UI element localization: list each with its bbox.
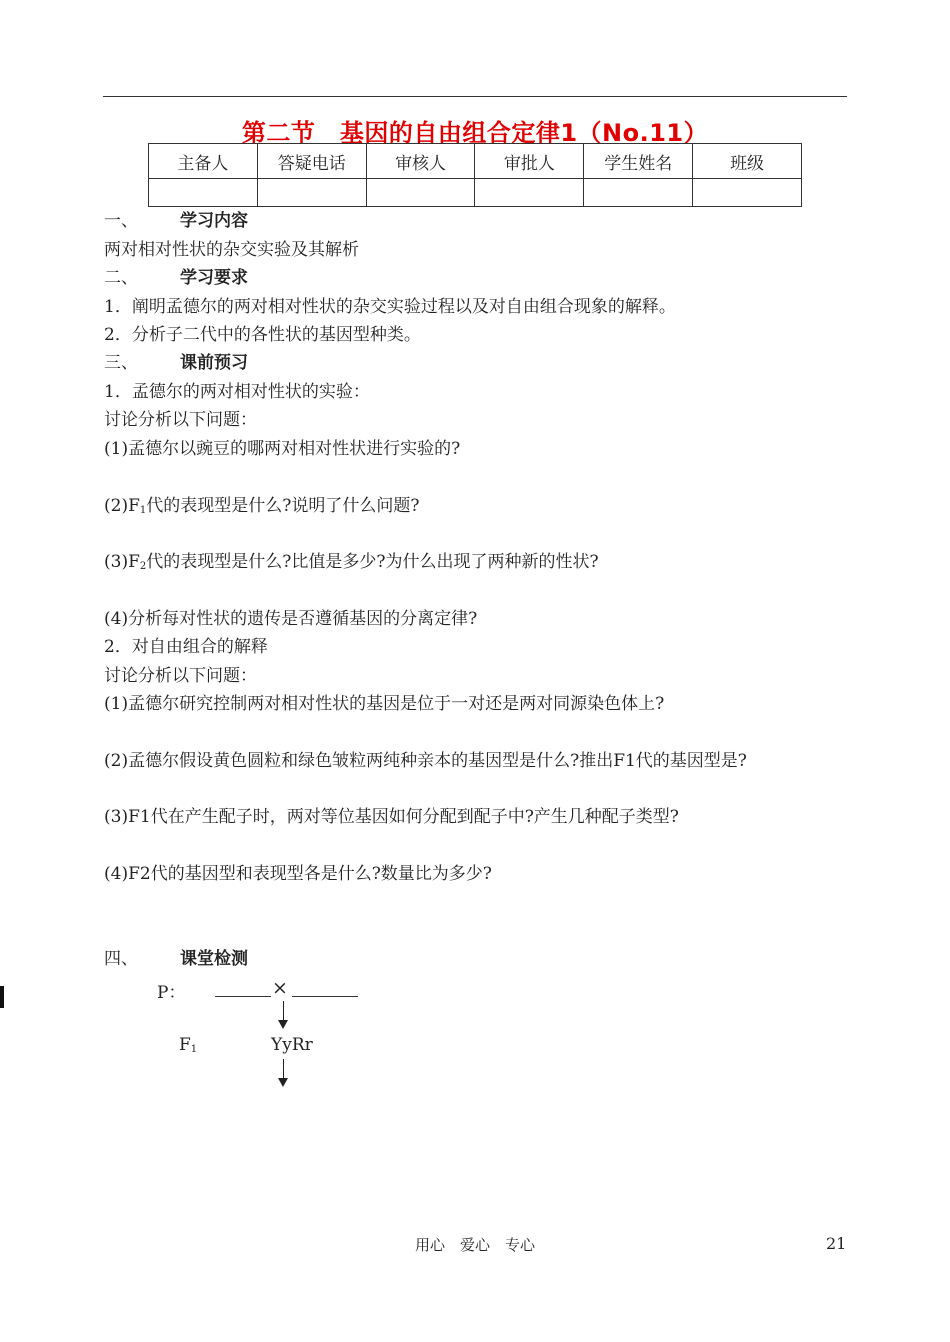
down-arrow-icon: [283, 1001, 284, 1027]
cross-symbol: ×: [272, 977, 288, 999]
down-arrow-icon: [283, 1059, 284, 1085]
f1-letter: F: [179, 1035, 191, 1055]
top-rule: [103, 96, 847, 97]
footer-motto: 用心 爱心 专心: [414, 1236, 535, 1254]
section-1-number: 一、: [104, 211, 138, 231]
subscript: 1: [139, 505, 147, 516]
section-4-title: 课堂检测: [180, 949, 248, 969]
section-1-heading: [104, 210, 248, 232]
section-4-heading: [104, 948, 248, 970]
question-prefix: (3)F: [104, 552, 140, 572]
f1-subscript: 1: [190, 1044, 198, 1055]
parent-1-blank[interactable]: [215, 996, 271, 997]
page-number: 21: [826, 1234, 847, 1253]
preview-question-1-4: (4)分析每对性状的遗传是否遵循基因的分离定律?: [104, 609, 478, 629]
preview-question-2-3: (3)F1代在产生配子时，两对等位基因如何分配到配子中?产生几种配子类型?: [104, 807, 679, 827]
section-4-number: 四、: [104, 949, 138, 969]
requirement-item-1: 1．阐明孟德尔的两对相对性状的杂交实验过程以及对自由组合现象的解释。: [104, 297, 676, 317]
preview-question-1-2: [104, 495, 420, 522]
value-cell-student-name[interactable]: [584, 179, 693, 207]
header-cell-approver: 审批人: [475, 144, 584, 179]
header-cell-class: 班级: [693, 144, 802, 179]
header-cell-reviewer: 审核人: [366, 144, 475, 179]
header-cell-preparer: 主备人: [149, 144, 258, 179]
page-title: 第二节 基因的自由组合定律1（No.11）: [241, 119, 709, 147]
section-1-body: 两对相对性状的杂交实验及其解析: [104, 240, 359, 260]
preview-part-1-prompt: 讨论分析以下问题：: [104, 410, 257, 430]
section-2-title: 学习要求: [180, 268, 248, 288]
preview-part-2-title: 2．对自由组合的解释: [104, 637, 268, 657]
section-1-title: 学习内容: [180, 211, 248, 231]
preview-question-2-1: (1)孟德尔研究控制两对相对性状的基因是位于一对还是两对同源染色体上?: [104, 694, 665, 714]
preview-question-1-3: [104, 551, 599, 578]
parent-generation-label: P：: [157, 983, 186, 1003]
section-3-number: 三、: [104, 353, 138, 373]
value-cell-class[interactable]: [693, 179, 802, 207]
section-3-title: 课前预习: [180, 353, 248, 373]
question-text: 代的表现型是什么?说明了什么问题?: [146, 496, 420, 516]
info-table-value-row: [149, 179, 802, 207]
value-cell-approver[interactable]: [475, 179, 584, 207]
preview-question-1-1: (1)孟德尔以豌豆的哪两对相对性状进行实验的?: [104, 439, 461, 459]
question-text: 代的表现型是什么?比值是多少?为什么出现了两种新的性状?: [146, 552, 599, 572]
preview-question-2-2: (2)孟德尔假设黄色圆粒和绿色皱粒两纯种亲本的基因型是什么?推出F1代的基因型是?: [104, 751, 747, 771]
section-2-heading: [104, 267, 248, 289]
subscript: 2: [139, 561, 147, 572]
question-prefix: (2)F: [104, 496, 140, 516]
margin-mark: [0, 986, 4, 1008]
preview-part-2-prompt: 讨论分析以下问题：: [104, 666, 257, 686]
value-cell-reviewer[interactable]: [366, 179, 475, 207]
parent-2-blank[interactable]: [292, 996, 358, 997]
requirement-item-2: 2．分析子二代中的各性状的基因型种类。: [104, 325, 421, 345]
header-cell-student-name: 学生姓名: [584, 144, 693, 179]
value-cell-phone[interactable]: [257, 179, 366, 207]
value-cell-preparer[interactable]: [149, 179, 258, 207]
f1-generation-label: [179, 1035, 197, 1055]
info-table: [148, 143, 802, 207]
f1-genotype: YyRr: [271, 1035, 313, 1055]
section-3-heading: [104, 352, 248, 374]
info-table-header-row: [149, 144, 802, 179]
preview-part-1-title: 1．孟德尔的两对相对性状的实验：: [104, 382, 370, 402]
section-2-number: 二、: [104, 268, 138, 288]
header-cell-phone: 答疑电话: [257, 144, 366, 179]
preview-question-2-4: (4)F2代的基因型和表现型各是什么?数量比为多少?: [104, 864, 492, 884]
